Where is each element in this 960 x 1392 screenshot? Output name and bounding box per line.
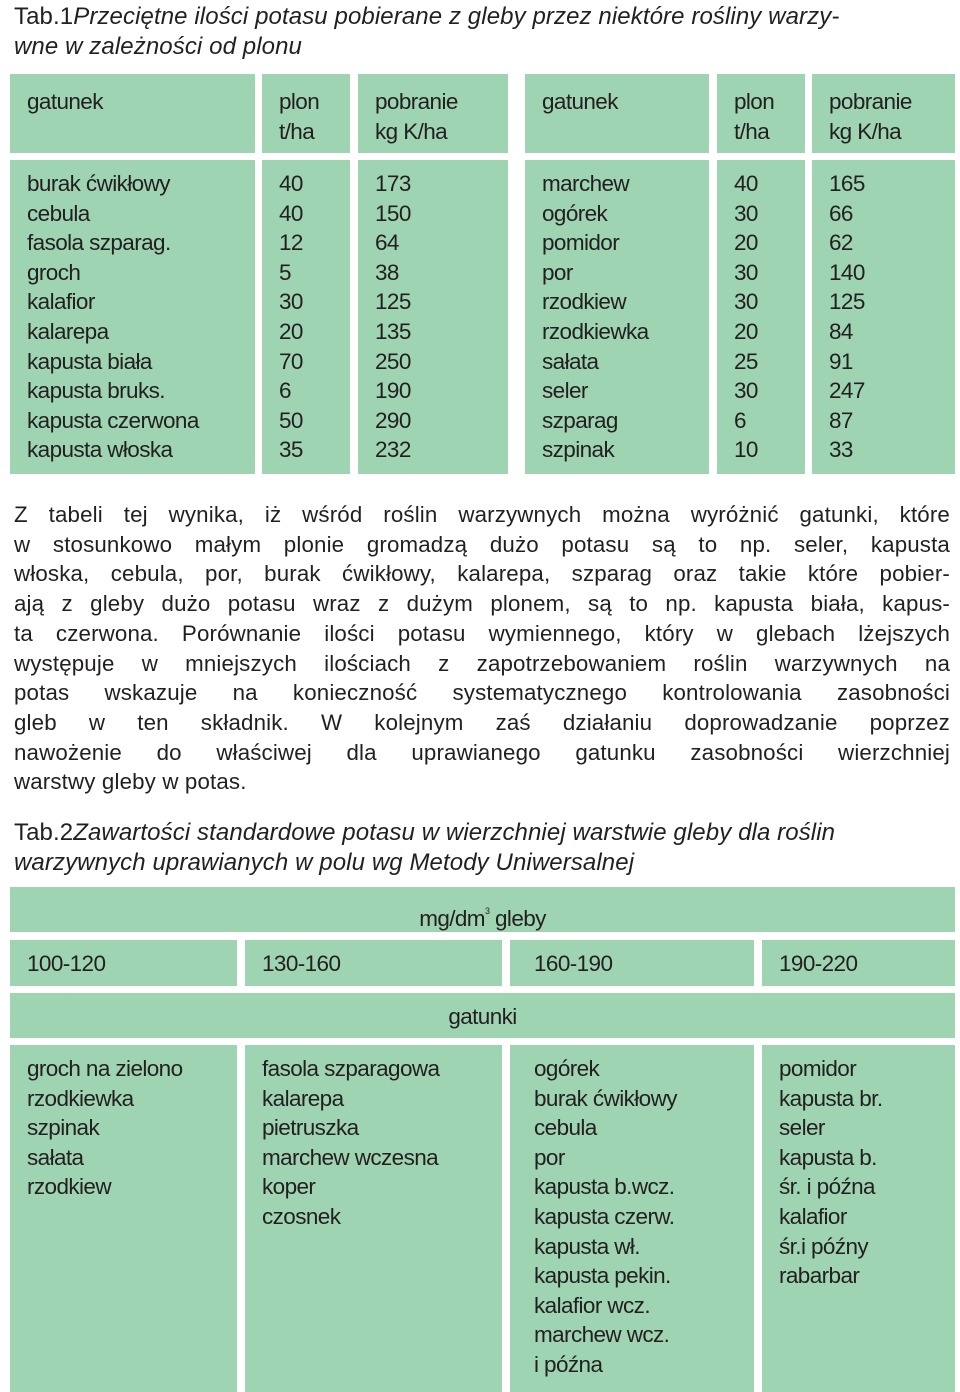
table1-caption-line2: wne w zależności od plonu [14, 33, 303, 60]
species-column-190-220 [762, 1045, 955, 1392]
header-pobranie-unit: kg K/ha [375, 118, 448, 144]
uptake-cell: 190 [375, 378, 411, 404]
species-header-label: gatunki [448, 1004, 517, 1029]
species-item: seler [779, 1115, 825, 1141]
unit-header [10, 887, 955, 932]
left-uptake-column [358, 160, 508, 474]
yield-cell: 20 [734, 318, 758, 344]
table2-caption-line2: warzywnych uprawianych w polu wg Metody Uniwersalnej [14, 849, 635, 876]
species-item: kapusta b. [779, 1144, 877, 1170]
header-gatunek-right [525, 74, 709, 153]
species-cell: kapusta bruks. [27, 378, 165, 404]
uptake-cell: 173 [375, 171, 411, 196]
paragraph-line: nawożenie do właściwej dla uprawianego gatunku zasobności wierzchniej [14, 739, 950, 765]
yield-cell: 30 [734, 289, 758, 315]
species-item: kapusta pekin. [534, 1263, 671, 1289]
range-cell [10, 940, 237, 986]
table2-caption-prefix: Tab.2 [14, 819, 74, 846]
species-cell: ogórek [542, 200, 608, 226]
uptake-cell: 150 [375, 200, 411, 226]
left-yield-column [262, 160, 350, 474]
range-label: 190-220 [779, 951, 858, 976]
uptake-cell: 125 [829, 289, 865, 315]
species-cell: rzodkiew [542, 289, 626, 315]
species-item: czosnek [262, 1203, 341, 1229]
header-pobranie-left [358, 74, 508, 153]
uptake-cell: 66 [829, 200, 853, 226]
species-item: rzodkiewka [27, 1085, 134, 1111]
range-label: 130-160 [262, 951, 341, 976]
species-cell: por [542, 259, 573, 285]
species-item: burak ćwikłowy [534, 1085, 677, 1111]
range-label: 100-120 [27, 951, 106, 976]
yield-cell: 12 [279, 230, 303, 256]
species-cell: kapusta czerwona [27, 407, 199, 433]
species-item: rabarbar [779, 1263, 860, 1289]
yield-cell: 20 [279, 318, 303, 344]
species-cell: cebula [27, 200, 90, 226]
species-cell: szpinak [542, 437, 615, 463]
range-cell [245, 940, 502, 986]
right-uptake-column [812, 160, 955, 474]
uptake-cell: 33 [829, 437, 853, 463]
species-item: koper [262, 1174, 316, 1200]
header-gatunek-label: gatunek [27, 89, 103, 114]
species-item: pietruszka [262, 1115, 359, 1141]
table2-caption [14, 818, 949, 878]
species-item: fasola szparagowa [262, 1056, 440, 1081]
species-cell: pomidor [542, 230, 620, 256]
species-item: marchew wcz. [534, 1322, 670, 1348]
species-item: śr.i późny [779, 1233, 869, 1259]
species-item: marchew wczesna [262, 1144, 439, 1170]
uptake-cell: 91 [829, 348, 853, 374]
left-species-column [10, 160, 255, 474]
species-cell: rzodkiewka [542, 318, 649, 344]
uptake-cell: 250 [375, 348, 411, 374]
paragraph-line: ają z gleby dużo potasu wraz z dużym plonem, są to np. kapusta biała, kapus- [14, 591, 950, 617]
body-paragraph [14, 500, 950, 797]
table1-caption-prefix: Tab.1 [14, 3, 74, 30]
yield-cell: 30 [734, 259, 758, 285]
species-cell: groch [27, 259, 81, 285]
species-cell: fasola szparag. [27, 230, 171, 256]
species-item: rzodkiew [27, 1174, 111, 1200]
uptake-cell: 247 [829, 378, 865, 404]
uptake-cell: 135 [375, 318, 411, 344]
range-cell [762, 940, 955, 986]
paragraph-line: potas wskazuje na konieczność systematycznego kontrolowania zasobności [14, 680, 950, 706]
species-item: śr. i późna [779, 1174, 875, 1200]
species-cell: kalafior [27, 289, 95, 315]
unit-superscript: 3 [484, 906, 490, 916]
yield-cell: 6 [734, 407, 746, 433]
header-pobranie-unit: kg K/ha [829, 118, 902, 144]
species-cell: sałata [542, 348, 599, 374]
uptake-cell: 232 [375, 437, 411, 463]
yield-cell: 30 [734, 200, 758, 226]
range-label: 160-190 [534, 951, 613, 976]
species-item: sałata [27, 1144, 84, 1170]
header-pobranie-label: pobranie [829, 89, 912, 114]
header-plon-label: plon [734, 89, 775, 114]
table1-caption [14, 2, 949, 62]
species-item: szpinak [27, 1115, 100, 1141]
species-item: kalafior wcz. [534, 1292, 650, 1318]
header-plon-label: plon [279, 89, 320, 114]
yield-cell: 70 [279, 348, 303, 374]
header-gatunek-label: gatunek [542, 89, 618, 114]
species-item: kapusta b.wcz. [534, 1174, 675, 1200]
uptake-cell: 87 [829, 407, 853, 433]
yield-cell: 30 [734, 378, 758, 404]
species-cell: burak ćwikłowy [27, 171, 170, 196]
species-column-130-160 [245, 1045, 502, 1392]
paragraph-line: w stosunkowo małym plonie gromadzą dużo potasu są to np. seler, kapusta [14, 531, 950, 557]
header-plon-unit: t/ha [734, 118, 770, 144]
species-column-100-120 [10, 1045, 237, 1392]
species-item: groch na zielono [27, 1056, 183, 1081]
yield-cell: 35 [279, 437, 303, 463]
yield-cell: 6 [279, 378, 291, 404]
paragraph-line: włoska, cebula, por, burak ćwikłowy, kalarepa, szparag oraz takie które pobier- [14, 561, 950, 587]
right-yield-column [717, 160, 805, 474]
range-cell [510, 940, 754, 986]
species-item: ogórek [534, 1056, 600, 1081]
uptake-cell: 64 [375, 230, 399, 256]
header-pobranie-label: pobranie [375, 89, 458, 114]
species-item: kalafior [779, 1203, 847, 1229]
species-item: por [534, 1144, 565, 1170]
table2-caption-line1: Zawartości standardowe potasu w wierzchniej warstwie gleby dla roślin [73, 819, 836, 846]
species-cell: kalarepa [27, 318, 109, 344]
species-cell: szparag [542, 407, 618, 433]
yield-cell: 40 [734, 171, 758, 196]
uptake-cell: 84 [829, 318, 853, 344]
species-column-160-190 [510, 1045, 754, 1392]
yield-cell: 5 [279, 259, 291, 285]
paragraph-line: ta czerwona. Porównanie ilości potasu wymiennego, który w glebach lżejszych [14, 620, 950, 646]
header-gatunek-left [10, 74, 255, 153]
species-item: kapusta wł. [534, 1233, 640, 1259]
table1-caption-line1: Przeciętne ilości potasu pobierane z gleby przez niektóre rośliny warzy- [73, 3, 840, 30]
unit-label: mg/dm [419, 906, 485, 931]
yield-cell: 25 [734, 348, 758, 374]
header-pobranie-right [812, 74, 955, 153]
species-cell: kapusta biała [27, 348, 152, 374]
species-item: pomidor [779, 1056, 857, 1081]
uptake-cell: 165 [829, 171, 865, 196]
species-item: kapusta czerw. [534, 1203, 675, 1229]
yield-cell: 40 [279, 200, 303, 226]
yield-cell: 10 [734, 437, 758, 463]
species-header [10, 993, 955, 1038]
species-item: cebula [534, 1115, 597, 1141]
species-item: kalarepa [262, 1085, 344, 1111]
paragraph-line: występuje w mniejszych ilościach z zapotrzebowaniem roślin warzywnych na [14, 650, 950, 676]
species-cell: marchew [542, 171, 630, 196]
header-plon-left [262, 74, 350, 153]
yield-cell: 20 [734, 230, 758, 256]
paragraph-line: warstwy gleby w potas. [14, 769, 247, 795]
uptake-cell: 62 [829, 230, 853, 256]
yield-cell: 30 [279, 289, 303, 315]
species-item: kapusta br. [779, 1085, 883, 1111]
header-plon-right [717, 74, 805, 153]
species-item: i późna [534, 1351, 603, 1377]
paragraph-line: Z tabeli tej wynika, iż wśród roślin warzywnych można wyróżnić gatunki, które [14, 502, 950, 527]
yield-cell: 40 [279, 171, 303, 196]
paragraph-line: gleb w ten składnik. W kolejnym zaś działaniu doprowadzanie poprzez [14, 709, 950, 735]
uptake-cell: 140 [829, 259, 865, 285]
uptake-cell: 290 [375, 407, 411, 433]
species-cell: seler [542, 378, 588, 404]
uptake-cell: 38 [375, 259, 399, 285]
species-cell: kapusta włoska [27, 437, 173, 463]
right-species-column [525, 160, 709, 474]
unit-suffix: gleby [495, 906, 546, 931]
uptake-cell: 125 [375, 289, 411, 315]
yield-cell: 50 [279, 407, 303, 433]
header-plon-unit: t/ha [279, 118, 315, 144]
